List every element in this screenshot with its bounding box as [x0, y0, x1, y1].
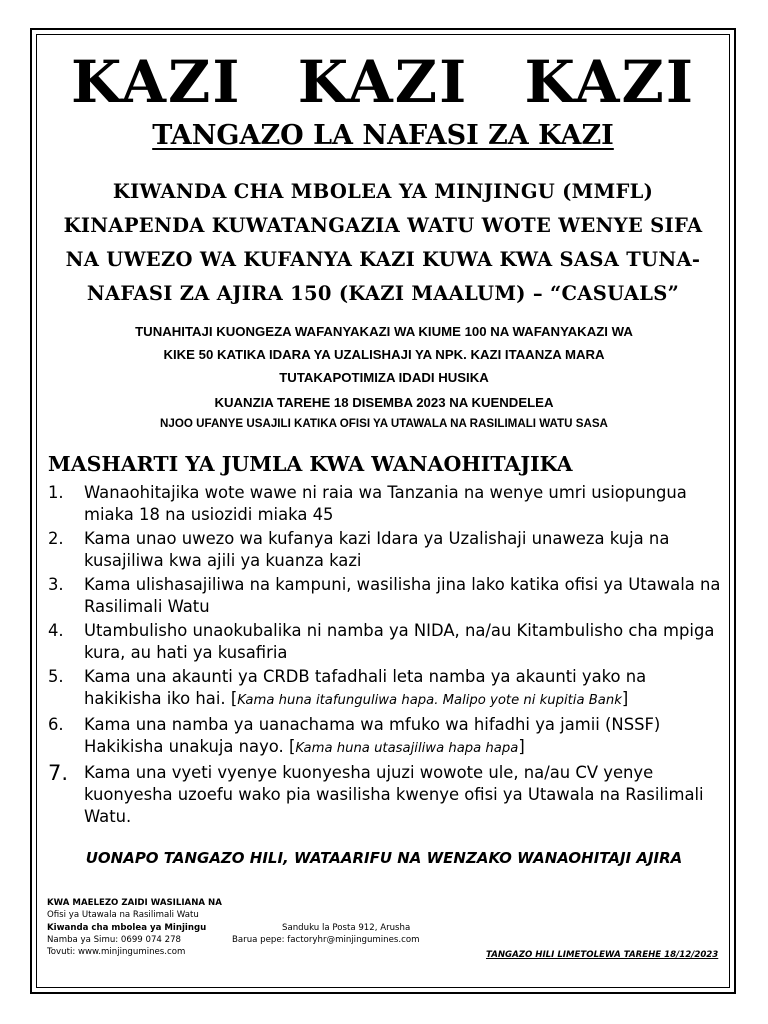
condition-text: Kama ulishasajiliwa na kampuni, wasilisha jina lako katika ofisi ya Utawala na Rasilimali Watu	[84, 575, 721, 616]
company-line: NA UWEZO WA KUFANYA KAZI KUWA KWA SASA TUNA-	[65, 248, 701, 271]
condition-note: Kama huna utasajiliwa hapa hapa	[295, 741, 519, 756]
contact-postal: Sanduku la Posta 912, Arusha	[282, 923, 411, 933]
conditions-list	[48, 482, 728, 830]
condition-text: Utambulisho unaokubalika ni namba ya NIDA, na/au Kitambulisho cha mpiga kura, au hati ya kusafiria	[84, 621, 715, 662]
announcement-subtitle	[36, 118, 730, 154]
requirement-line: TUTAKAPOTIMIZA IDADI HUSIKA	[279, 370, 489, 385]
condition-text: Kama una vyeti vyenye kuonyesha ujuzi wowote ule, na/au CV yenye kuonyesha uzoefu wako pia wasilisha kwenye ofisi ya Utawala na Rasilimali Watu.	[84, 763, 704, 826]
conditions-heading: MASHARTI YA JUMLA KWA WANAOHITAJIKA	[48, 452, 573, 476]
condition-text: Kama unao uwezo wa kufanya kazi Idara ya Uzalishaji unaweza kuja na kusajiliwa kwa ajili ya kuanza kazi	[84, 529, 670, 570]
contact-website: Tovuti: www.minjingumines.com	[47, 947, 186, 958]
company-intro	[50, 175, 716, 311]
condition-item	[48, 574, 728, 618]
condition-item	[48, 528, 728, 572]
issue-date: TANGAZO HILI LIMETOLEWA TAREHE 18/12/2023	[486, 950, 719, 960]
requirement-line: TUNAHITAJI KUONGEZA WAFANYAKAZI WA KIUME 100 NA WAFANYAKAZI WA	[135, 324, 633, 339]
requirement-text	[44, 320, 724, 389]
contact-email: Barua pepe: factoryhr@minjingumines.com	[232, 935, 420, 945]
condition-item: 5. Kama una akaunti ya CRDB tafadhali leta namba ya akaunti yako na hakikisha iko hai. [Kama huna itafunguliwa hapa. Malipo yote ni kupitia Bank]	[48, 667, 647, 708]
condition-item: 6. Kama una namba ya uanachama wa mfuko wa hifadhi ya jamii (NSSF) Hakikisha unakuja nayo. [Kama huna utasajiliwa hapa hapa]	[48, 715, 661, 756]
condition-note: Kama huna itafunguliwa hapa. Malipo yote ni kupitia Bank	[237, 693, 622, 708]
contact-office: Ofisi ya Utawala na Rasilimali Watu	[47, 910, 199, 921]
page-title: KAZI KAZI KAZI	[71, 48, 695, 116]
requirement-line: KIKE 50 KATIKA IDARA YA UZALISHAJI YA NPK. KAZI ITAANZA MARA	[163, 347, 605, 362]
closing-message: UONAPO TANGAZO HILI, WATAARIFU NA WENZAKO WANAOHITAJI AJIRA	[85, 849, 683, 867]
condition-number: 3.	[48, 575, 64, 594]
condition-number: 6.	[48, 715, 64, 734]
condition-text: Kama una namba ya uanachama wa mfuko wa hifadhi ya jamii (NSSF) Hakikisha unakuja nayo.	[84, 715, 661, 756]
condition-item	[48, 482, 728, 526]
condition-item	[48, 620, 728, 664]
condition-text: Wanaohitajika wote wawe ni raia wa Tanzania na wenye umri usiopungua miaka 18 na usiozidi miaka 45	[84, 483, 687, 524]
company-line: KINAPENDA KUWATANGAZIA WATU WOTE WENYE SIFA	[63, 214, 703, 237]
contact-heading: KWA MAELEZO ZAIDI WASILIANA NA	[47, 898, 222, 908]
contact-info	[47, 897, 222, 958]
condition-item	[48, 762, 728, 828]
condition-number: 1.	[48, 483, 64, 502]
contact-phone: Namba ya Simu: 0699 074 278	[47, 934, 182, 945]
condition-number: 7.	[48, 761, 69, 785]
condition-text: Kama una akaunti ya CRDB tafadhali leta namba ya akaunti yako na hakikisha iko hai.	[84, 667, 647, 708]
condition-number: 2.	[48, 529, 64, 548]
registration-note: NJOO UFANYE USAJILI KATIKA OFISI YA UTAWALA NA RASILIMALI WATU SASA	[160, 417, 608, 430]
company-line: NAFASI ZA AJIRA 150 (KAZI MAALUM) – “CASUALS”	[86, 282, 680, 305]
contact-company: Kiwanda cha mbolea ya Minjingu	[47, 922, 207, 933]
start-date: KUANZIA TAREHE 18 DISEMBA 2023 NA KUENDELEA	[214, 395, 554, 410]
condition-number: 5.	[48, 667, 64, 686]
company-line: KIWANDA CHA MBOLEA YA MINJINGU (MMFL)	[112, 180, 654, 203]
condition-number: 4.	[48, 621, 64, 640]
subtitle-text: TANGAZO LA NAFASI ZA KAZI	[152, 120, 614, 151]
